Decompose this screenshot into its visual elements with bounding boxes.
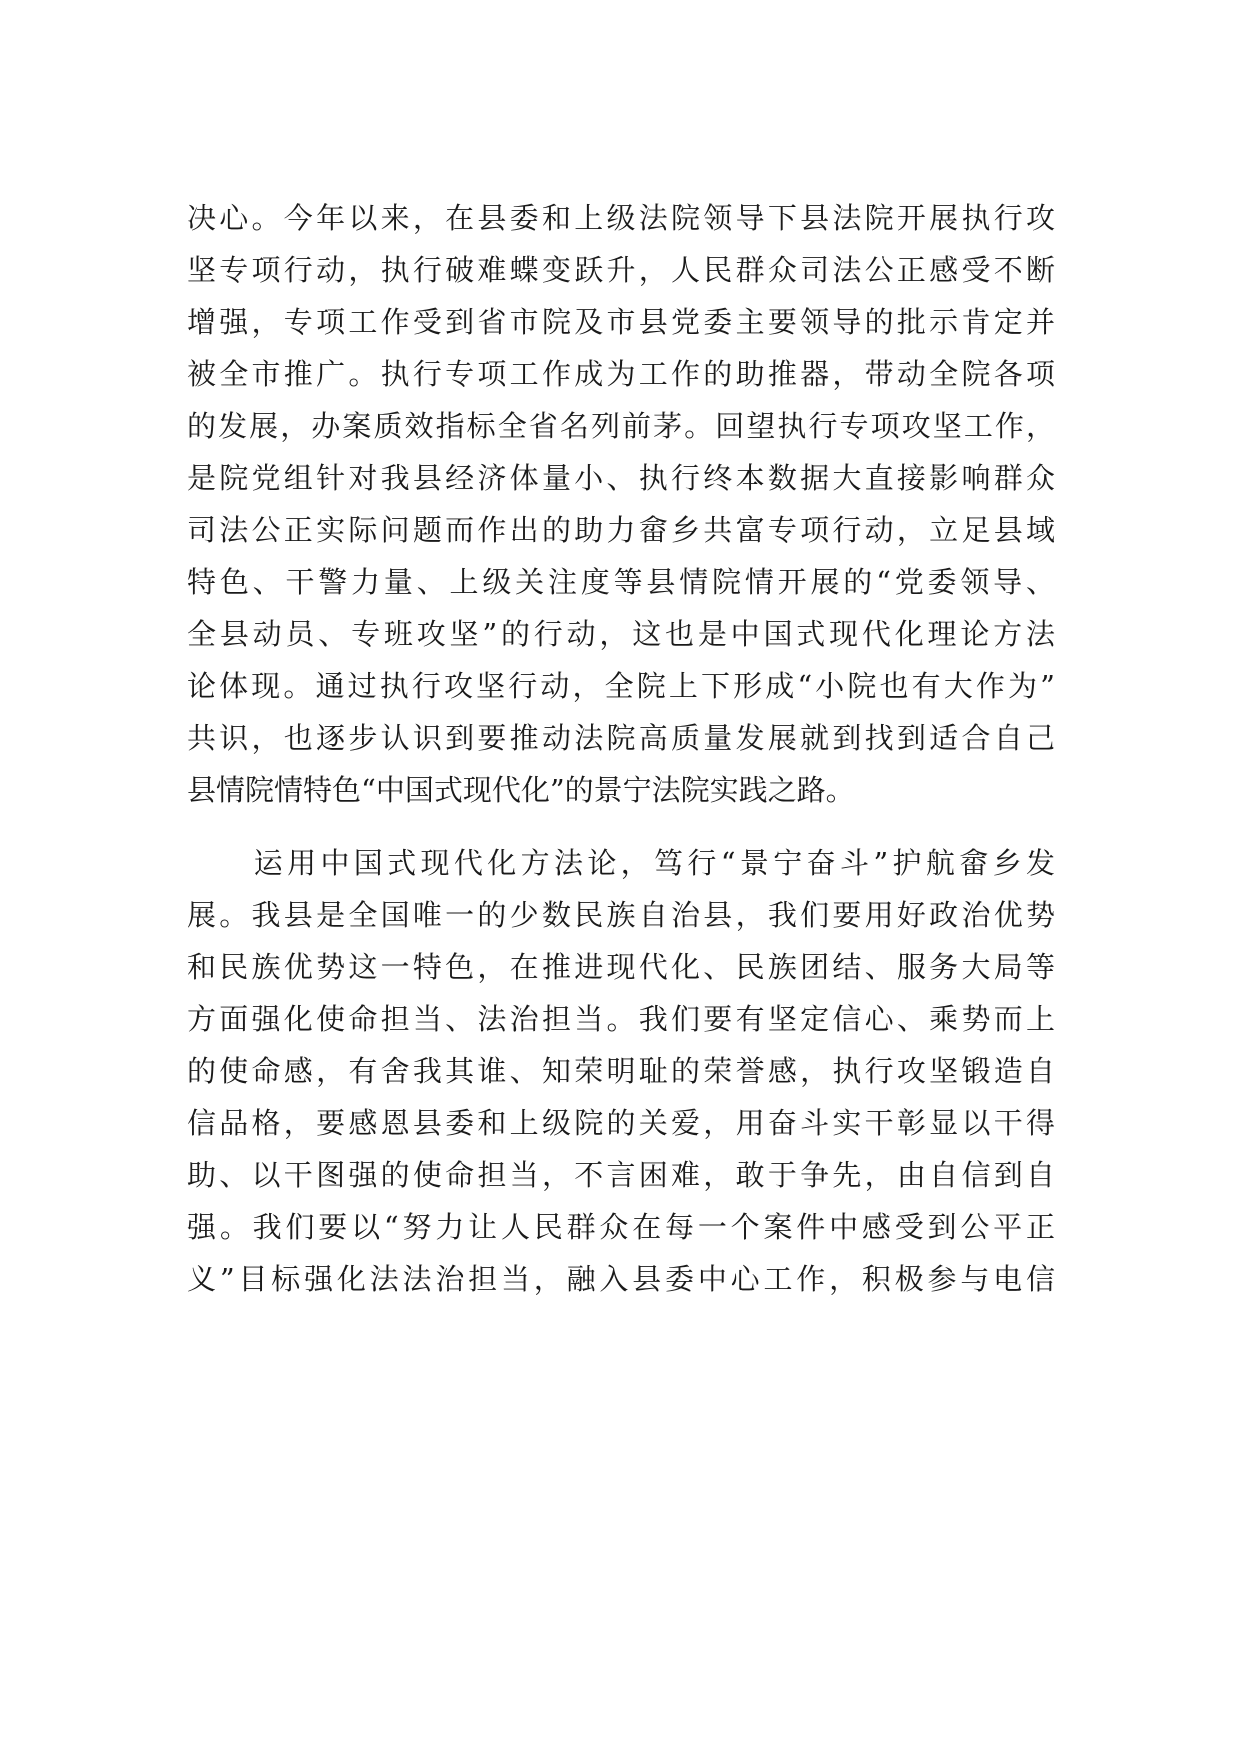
- text-line: 决心。今年以来，在县委和上级法院领导下县法院开展执行攻: [187, 201, 1055, 235]
- text-line: 的发展，办案质效指标全省名列前茅。回望执行专项攻坚工作，: [187, 409, 1055, 443]
- text-line: 义”目标强化法法治担当，融入县委中心工作，积极参与电信: [187, 1262, 1055, 1296]
- text-line: 司法公正实际问题而作出的助力畲乡共富专项行动，立足县域: [187, 513, 1055, 547]
- text-line: 增强，专项工作受到省市院及市县党委主要领导的批示肯定并: [187, 305, 1055, 339]
- text-line: 论体现。通过执行攻坚行动，全院上下形成“小院也有大作为”: [187, 669, 1055, 703]
- paragraph-spacer: [187, 816, 1055, 837]
- text-line: 展。我县是全国唯一的少数民族自治县，我们要用好政治优势: [187, 898, 1055, 932]
- paragraph-1: [187, 192, 1055, 816]
- text-line: 坚专项行动，执行破难蝶变跃升，人民群众司法公正感受不断: [187, 253, 1055, 287]
- text-line: 是院党组针对我县经济体量小、执行终本数据大直接影响群众: [187, 461, 1055, 495]
- text-line: 被全市推广。执行专项工作成为工作的助推器，带动全院各项: [187, 357, 1055, 391]
- text-line: 全县动员、专班攻坚”的行动，这也是中国式现代化理论方法: [187, 617, 1055, 651]
- text-line: 助、以干图强的使命担当，不言困难，敢于争先，由自信到自: [187, 1158, 1055, 1192]
- text-line: 方面强化使命担当、法治担当。我们要有坚定信心、乘势而上: [187, 1002, 1055, 1036]
- text-line: 共识，也逐步认识到要推动法院高质量发展就到找到适合自己: [187, 721, 1055, 755]
- text-line: 的使命感，有舍我其谁、知荣明耻的荣誉感，执行攻坚锻造自: [187, 1054, 1055, 1088]
- text-line: 和民族优势这一特色，在推进现代化、民族团结、服务大局等: [187, 950, 1055, 984]
- text-line: 特色、干警力量、上级关注度等县情院情开展的“党委领导、: [187, 565, 1055, 599]
- text-line: 县情院情特色“中国式现代化”的景宁法院实践之路。: [187, 773, 855, 807]
- paragraph-2: [187, 837, 1055, 1305]
- text-line: 运用中国式现代化方法论，笃行“景宁奋斗”护航畲乡发: [187, 846, 1055, 880]
- text-line: 强。我们要以“努力让人民群众在每一个案件中感受到公平正: [187, 1210, 1055, 1244]
- body-text: [187, 192, 1055, 1305]
- text-line: 信品格，要感恩县委和上级院的关爱，用奋斗实干彰显以干得: [187, 1106, 1055, 1140]
